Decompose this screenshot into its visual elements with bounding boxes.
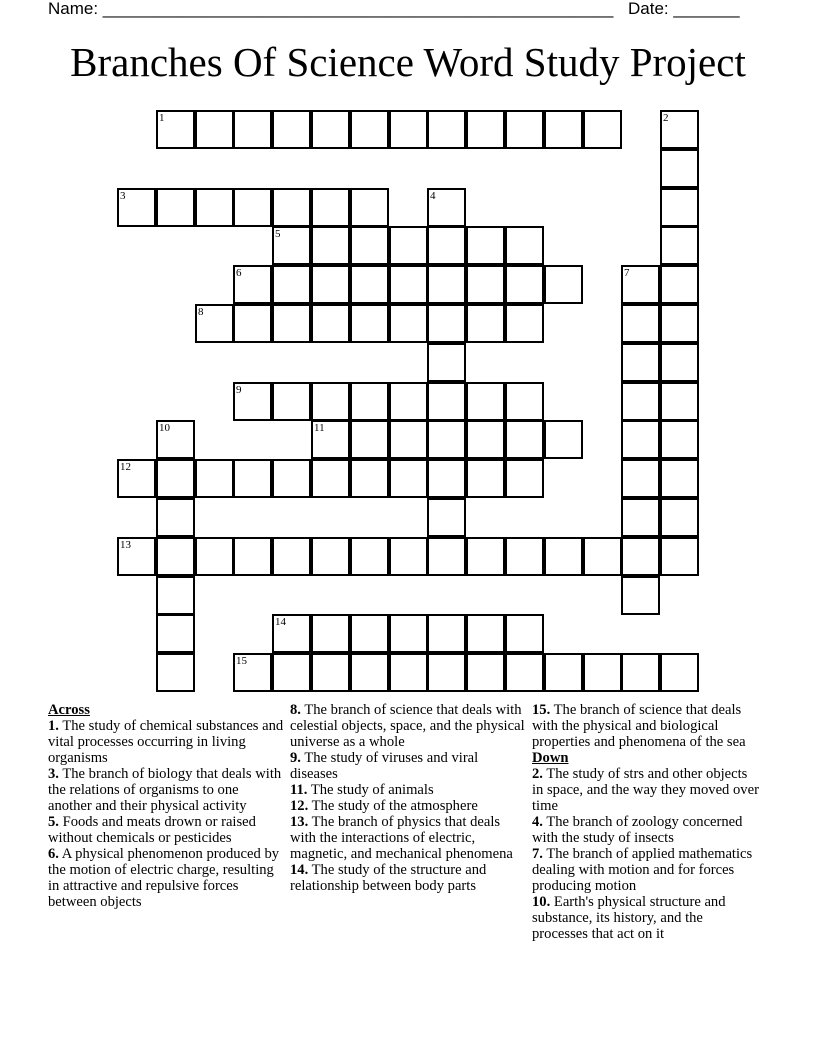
across-clue-6: 6. A physical phenomenon produced by the motion of electric charge, resulting in attractive and repulsive forces between objects: [48, 846, 280, 910]
grid-cell[interactable]: [350, 110, 389, 149]
down-clue-7: 7. The branch of applied mathematics dealing with motion and for forces producing motion: [532, 846, 753, 894]
grid-cell[interactable]: [389, 537, 428, 576]
clue-number: 7: [624, 267, 630, 279]
grid-cell[interactable]: [621, 537, 660, 576]
grid-cell[interactable]: [621, 304, 660, 343]
grid-cell[interactable]: [544, 537, 583, 576]
grid-cell[interactable]: [660, 188, 699, 227]
grid-cell[interactable]: [621, 420, 660, 459]
grid-cell[interactable]: [427, 226, 466, 265]
grid-cell[interactable]: [272, 459, 311, 498]
grid-cell[interactable]: [505, 537, 544, 576]
name-field-label: Name: ______________________________________________________: [48, 0, 614, 18]
across-heading: Across: [48, 702, 90, 718]
grid-cell[interactable]: [233, 188, 272, 227]
clue-number: 2: [663, 112, 669, 124]
across-clue-8: 8. The branch of science that deals with celestial objects, space, and the physical universe as a whole: [290, 702, 525, 750]
clue-number: 14: [275, 616, 286, 628]
clue-number: 9: [236, 384, 242, 396]
grid-cell[interactable]: [621, 498, 660, 537]
clue-number: 5: [275, 228, 281, 240]
grid-cell[interactable]: [427, 343, 466, 382]
clue-column-3: [532, 702, 762, 942]
grid-cell[interactable]: [195, 459, 234, 498]
grid-cell[interactable]: [466, 420, 505, 459]
grid-cell[interactable]: [350, 537, 389, 576]
grid-cell[interactable]: [311, 265, 350, 304]
grid-cell[interactable]: [272, 614, 311, 653]
grid-cell[interactable]: [233, 265, 272, 304]
clue-number: 8: [198, 306, 204, 318]
grid-cell[interactable]: [660, 149, 699, 188]
grid-cell[interactable]: [583, 537, 622, 576]
grid-cell[interactable]: [156, 110, 195, 149]
grid-cell[interactable]: [621, 265, 660, 304]
grid-cell[interactable]: [466, 110, 505, 149]
grid-cell[interactable]: [311, 188, 350, 227]
grid-cell[interactable]: [389, 459, 428, 498]
clue-number: 4: [430, 190, 436, 202]
grid-cell[interactable]: [311, 653, 350, 692]
grid-cell[interactable]: [350, 382, 389, 421]
grid-cell[interactable]: [195, 304, 234, 343]
grid-cell[interactable]: [311, 537, 350, 576]
grid-cell[interactable]: [427, 382, 466, 421]
grid-cell[interactable]: [660, 653, 699, 692]
down-clue-2: 2. The study of strs and other objects in space, and the way they moved over time: [532, 766, 759, 814]
grid-cell[interactable]: [660, 110, 699, 149]
grid-cell[interactable]: [195, 537, 234, 576]
grid-cell[interactable]: [272, 110, 311, 149]
clue-number: 10: [159, 422, 170, 434]
grid-cell[interactable]: [156, 188, 195, 227]
grid-cell[interactable]: [466, 382, 505, 421]
grid-cell[interactable]: [427, 653, 466, 692]
grid-cell[interactable]: [621, 653, 660, 692]
grid-cell[interactable]: [233, 537, 272, 576]
date-field-label: Date: _______: [628, 0, 740, 18]
grid-cell[interactable]: [156, 459, 195, 498]
grid-cell[interactable]: [466, 459, 505, 498]
grid-cell[interactable]: [660, 459, 699, 498]
grid-cell[interactable]: [156, 653, 195, 692]
grid-cell[interactable]: [660, 537, 699, 576]
grid-cell[interactable]: [427, 110, 466, 149]
grid-cell[interactable]: [621, 459, 660, 498]
grid-cell[interactable]: [311, 226, 350, 265]
grid-cell[interactable]: [427, 265, 466, 304]
grid-cell[interactable]: [427, 537, 466, 576]
clue-number: 12: [120, 461, 131, 473]
across-clue-12: 12. The study of the atmosphere: [290, 798, 478, 814]
grid-cell[interactable]: [544, 653, 583, 692]
grid-cell[interactable]: [272, 537, 311, 576]
across-clue-14: 14. The study of the structure and relationship between body parts: [290, 862, 487, 894]
grid-cell[interactable]: [233, 110, 272, 149]
grid-cell[interactable]: [156, 576, 195, 615]
grid-cell[interactable]: [195, 110, 234, 149]
clue-number: 13: [120, 539, 131, 551]
grid-cell[interactable]: [660, 382, 699, 421]
grid-cell[interactable]: [389, 304, 428, 343]
grid-cell[interactable]: [233, 382, 272, 421]
clue-number: 3: [120, 190, 126, 202]
grid-cell[interactable]: [350, 304, 389, 343]
grid-cell[interactable]: [389, 382, 428, 421]
clue-number: 6: [236, 267, 242, 279]
grid-cell[interactable]: [505, 304, 544, 343]
grid-cell[interactable]: [233, 304, 272, 343]
grid-cell[interactable]: [466, 304, 505, 343]
grid-cell[interactable]: [272, 382, 311, 421]
grid-cell[interactable]: [389, 265, 428, 304]
grid-cell[interactable]: [621, 382, 660, 421]
grid-cell[interactable]: [311, 304, 350, 343]
grid-cell[interactable]: [233, 653, 272, 692]
grid-cell[interactable]: [660, 226, 699, 265]
grid-cell[interactable]: [389, 226, 428, 265]
grid-cell[interactable]: [350, 226, 389, 265]
grid-cell[interactable]: [505, 382, 544, 421]
down-clue-4: 4. The branch of zoology concerned with the study of insects: [532, 814, 743, 846]
grid-cell[interactable]: [466, 653, 505, 692]
grid-cell[interactable]: [427, 498, 466, 537]
grid-cell[interactable]: [350, 265, 389, 304]
down-clue-10: 10. Earth's physical structure and substance, its history, and the processes that act on it: [532, 894, 726, 942]
across-clue-13: 13. The branch of physics that deals with the interactions of electric, magnetic, and mechanical phenomena: [290, 814, 513, 862]
grid-cell[interactable]: [621, 343, 660, 382]
grid-cell[interactable]: [427, 188, 466, 227]
clue-column-1: [48, 702, 284, 910]
header: [48, 0, 748, 21]
grid-cell[interactable]: [466, 614, 505, 653]
grid-cell[interactable]: [660, 498, 699, 537]
grid-cell[interactable]: [427, 459, 466, 498]
across-clue-3: 3. The branch of biology that deals with the relations of organisms to one another and their physical activity: [48, 766, 282, 814]
grid-cell[interactable]: [311, 614, 350, 653]
grid-cell[interactable]: [311, 382, 350, 421]
grid-cell[interactable]: [156, 614, 195, 653]
grid-cell[interactable]: [389, 614, 428, 653]
across-clue-15: 15. The branch of science that deals with the physical and biological properties and phenomena of the sea: [532, 702, 746, 750]
grid-cell[interactable]: [350, 614, 389, 653]
grid-cell[interactable]: [466, 226, 505, 265]
grid-cell[interactable]: [621, 576, 660, 615]
grid-cell[interactable]: [505, 614, 544, 653]
grid-cell[interactable]: [544, 265, 583, 304]
grid-cell[interactable]: [272, 653, 311, 692]
grid-cell[interactable]: [117, 459, 156, 498]
grid-cell[interactable]: [544, 110, 583, 149]
grid-cell[interactable]: [660, 420, 699, 459]
grid-cell[interactable]: [350, 188, 389, 227]
clue-number: 1: [159, 112, 165, 124]
grid-cell[interactable]: [544, 420, 583, 459]
grid-cell[interactable]: [272, 226, 311, 265]
grid-cell[interactable]: [389, 420, 428, 459]
grid-cell[interactable]: [117, 188, 156, 227]
grid-cell[interactable]: [156, 420, 195, 459]
grid-cell[interactable]: [272, 265, 311, 304]
grid-cell[interactable]: [427, 304, 466, 343]
across-clue-5: 5. Foods and meats drown or raised without chemicals or pesticides: [48, 814, 256, 846]
grid-cell[interactable]: [660, 304, 699, 343]
grid-cell[interactable]: [350, 459, 389, 498]
grid-cell[interactable]: [427, 614, 466, 653]
grid-cell[interactable]: [583, 110, 622, 149]
grid-cell[interactable]: [427, 420, 466, 459]
grid-cell[interactable]: [311, 459, 350, 498]
grid-cell[interactable]: [505, 110, 544, 149]
grid-cell[interactable]: [505, 653, 544, 692]
down-heading: Down: [532, 750, 569, 766]
grid-cell[interactable]: [117, 537, 156, 576]
across-clue-9: 9. The study of viruses and viral diseases: [290, 750, 479, 782]
grid-cell[interactable]: [505, 459, 544, 498]
grid-cell[interactable]: [156, 537, 195, 576]
grid-cell[interactable]: [195, 188, 234, 227]
clue-number: 11: [314, 422, 325, 434]
grid-cell[interactable]: [583, 653, 622, 692]
grid-cell[interactable]: [505, 265, 544, 304]
grid-cell[interactable]: [660, 343, 699, 382]
grid-cell[interactable]: [466, 265, 505, 304]
across-clue-11: 11. The study of animals: [290, 782, 434, 798]
grid-cell[interactable]: [466, 537, 505, 576]
grid-cell[interactable]: [311, 110, 350, 149]
grid-cell[interactable]: [505, 420, 544, 459]
clue-column-2: [290, 702, 526, 894]
grid-cell[interactable]: [272, 188, 311, 227]
grid-cell[interactable]: [660, 265, 699, 304]
grid-cell[interactable]: [350, 653, 389, 692]
grid-cell[interactable]: [311, 420, 350, 459]
grid-cell[interactable]: [350, 420, 389, 459]
grid-cell[interactable]: [505, 226, 544, 265]
grid-cell[interactable]: [272, 304, 311, 343]
clue-number: 15: [236, 655, 247, 667]
grid-cell[interactable]: [233, 459, 272, 498]
grid-cell[interactable]: [389, 110, 428, 149]
grid-cell[interactable]: [389, 653, 428, 692]
page-title: Branches Of Science Word Study Project: [70, 39, 746, 85]
grid-cell[interactable]: [156, 498, 195, 537]
across-clue-1: 1. The study of chemical substances and vital processes occurring in living organisms: [48, 718, 284, 766]
